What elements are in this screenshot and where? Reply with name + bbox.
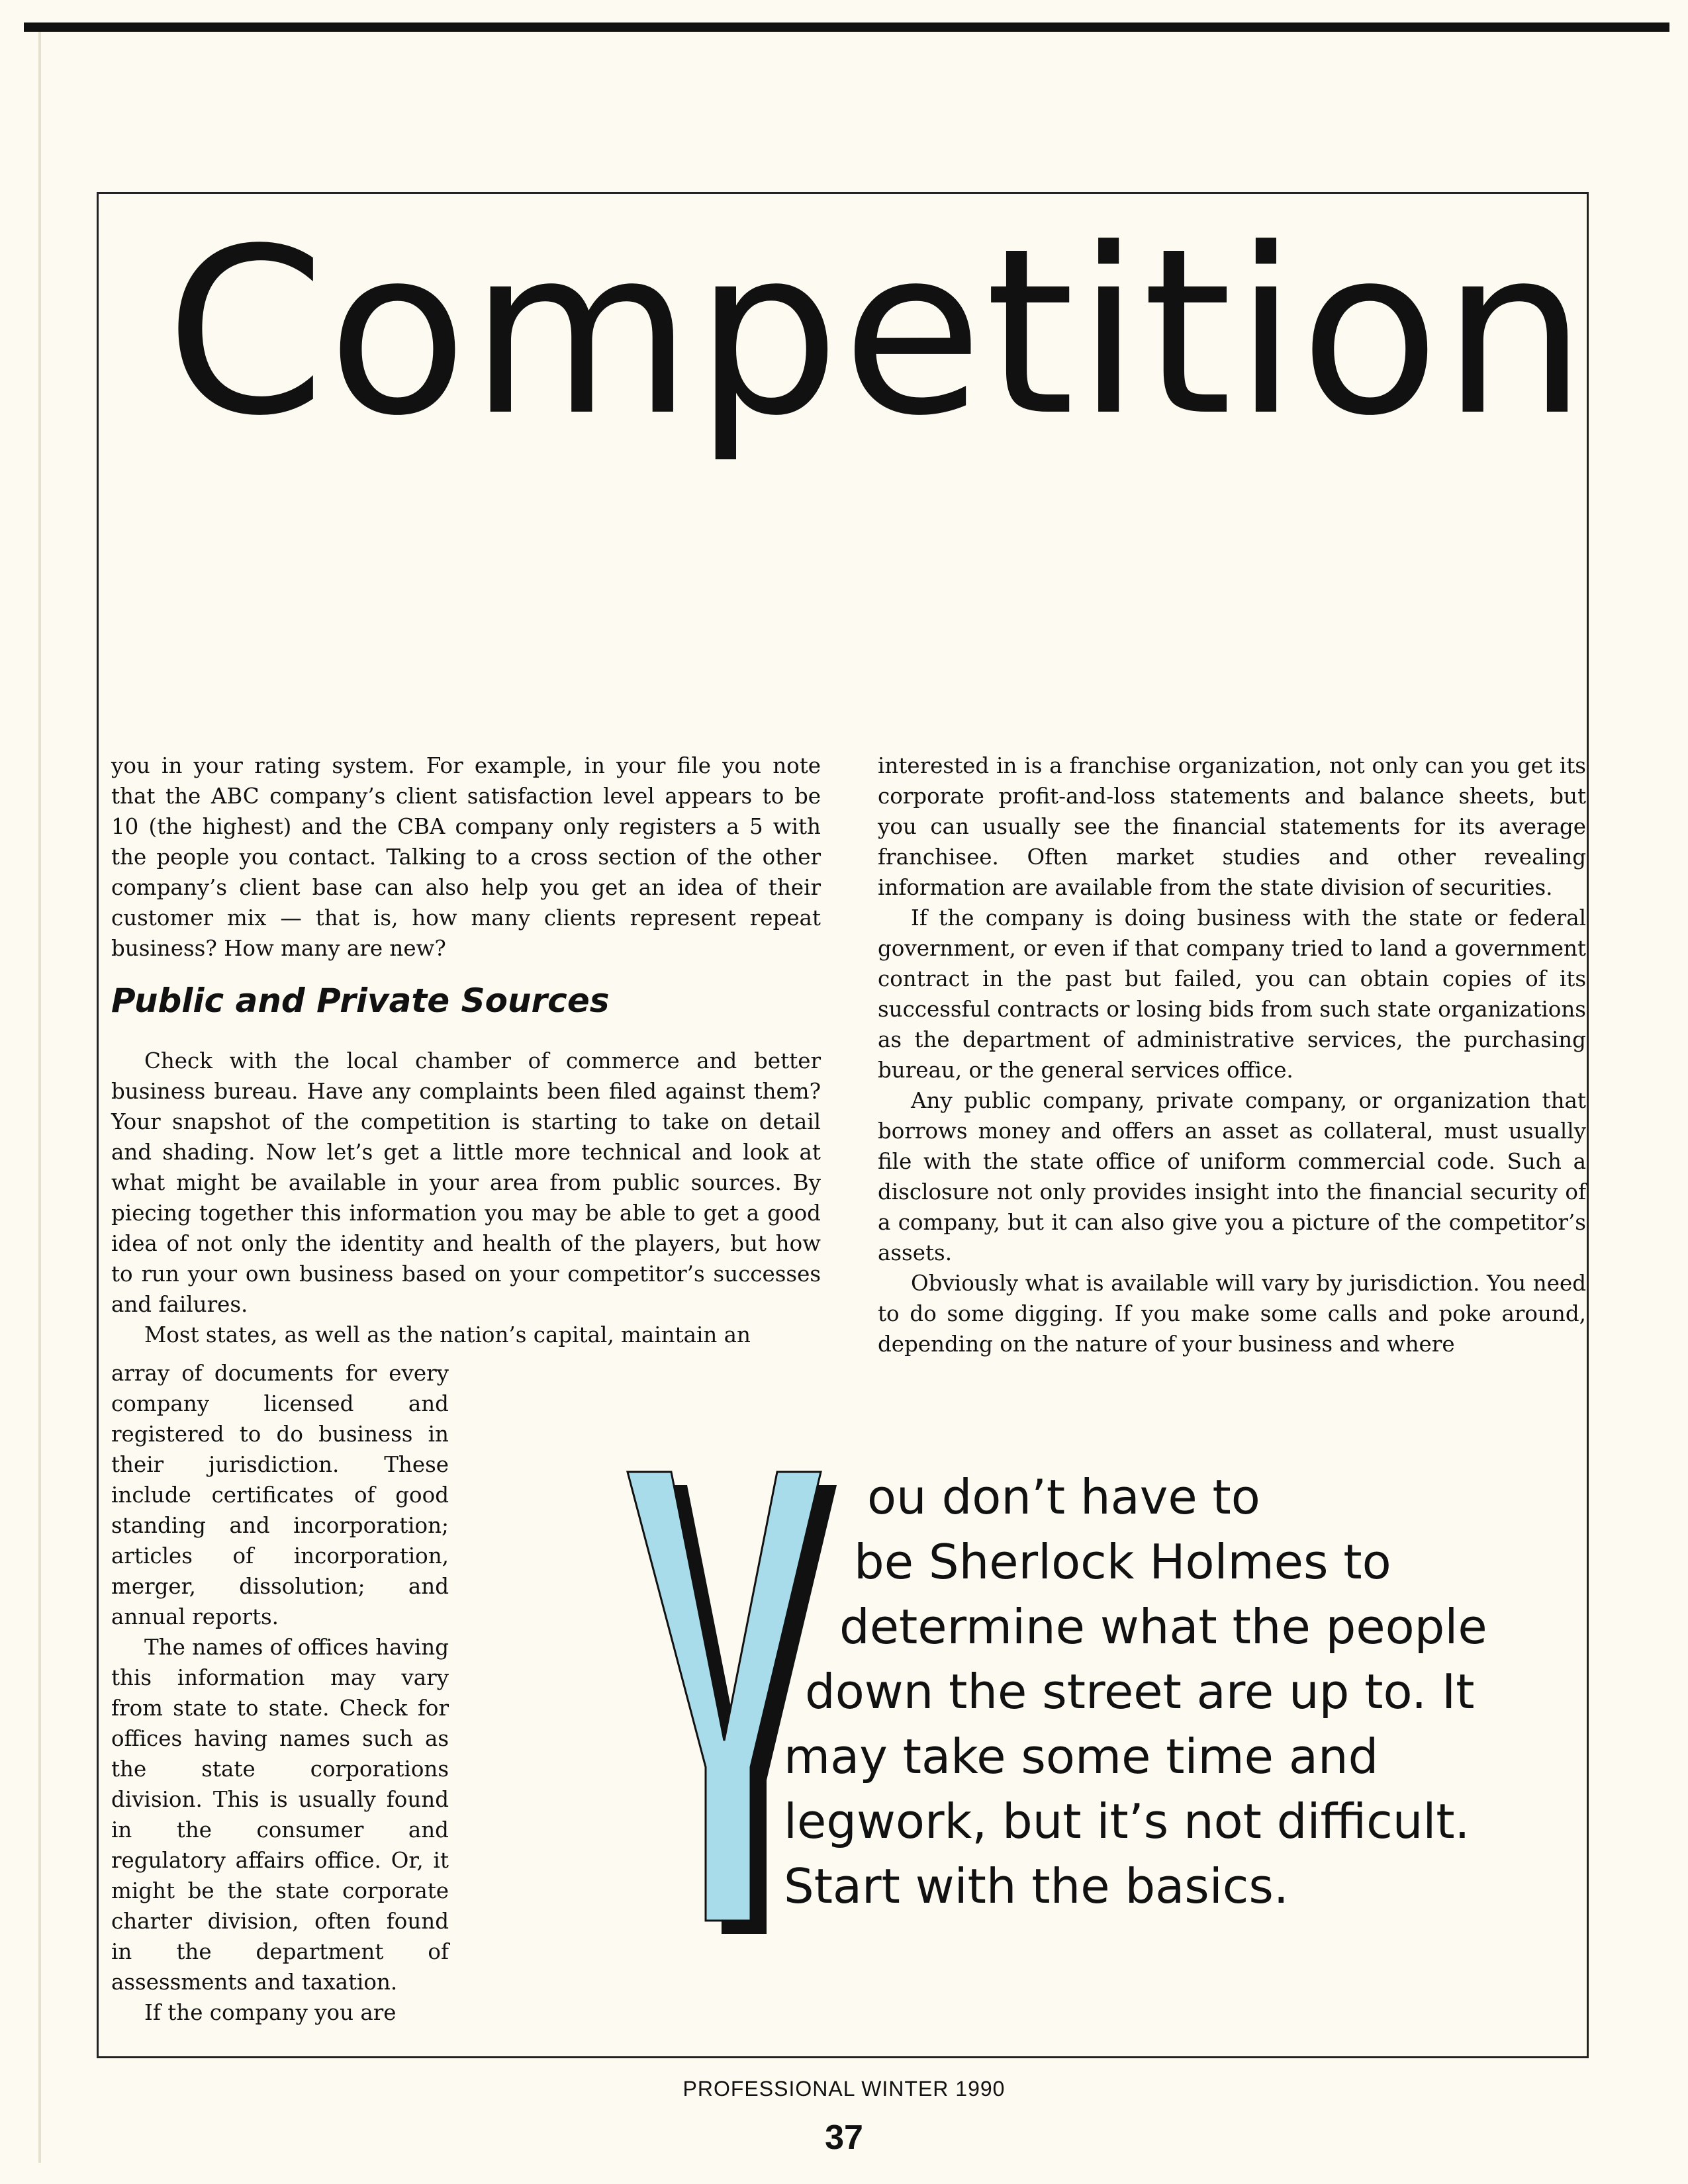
- pull-quote-line: be Sherlock Holmes to: [854, 1534, 1391, 1590]
- paragraph: interested in is a franchise organization, not only can you get its corporate profit-and-loss statements and balance sheets, but you can usually see the financial statements for its average franchisee. Often market studies and other revealing information are available from the state division of securities.: [878, 753, 1586, 900]
- pull-quote-line: legwork, but it’s not difficult.: [784, 1794, 1470, 1849]
- publication-footer: PROFESSIONAL WINTER 1990: [682, 2077, 1006, 2101]
- page-number: 37: [825, 2118, 863, 2157]
- pull-quote-line: Start with the basics.: [784, 1858, 1289, 1914]
- paragraph: If the company is doing business with the state or federal government, or even if that company tried to land a government contract in the past but failed, you can obtain copies of its successful contracts or losing bids from such state organizations as the department of administrative services, the purchasing bureau, or the general services office.: [878, 905, 1586, 1083]
- pull-quote-line: may take some time and: [784, 1729, 1379, 1784]
- paragraph: The names of offices having this information may vary from state to state. Check for offices having names such as the state corporations division. This is usually found in the consumer and regulatory affairs office. Or, it might be the state corporate charter division, often found in the department of assessments and taxation.: [111, 1635, 449, 1995]
- pull-quote-line: determine what the people: [839, 1599, 1487, 1655]
- article-title: Competition: [165, 199, 1589, 466]
- column-right: [878, 751, 1586, 1359]
- paragraph: Most states, as well as the nation’s capital, maintain an: [144, 1322, 751, 1347]
- page-edge: [38, 32, 41, 2163]
- column-left: [111, 751, 821, 1350]
- paragraph: you in your rating system. For example, in your file you note that the ABC company’s client satisfaction level appears to be 10 (the highest) and the CBA company only registers a 5 with the people you contact. Talking to a cross section of the other company’s client base can also help you get an idea of their customer mix — that is, how many clients represent repeat business? How many are new?: [111, 753, 821, 961]
- top-rule: [24, 23, 1669, 32]
- paragraph: array of documents for every company licensed and registered to do business in their jurisdiction. These include certificates of good standing and incorporation; articles of incorporation, merger, dissolution; and annual reports.: [111, 1361, 449, 1629]
- pull-quote-line: down the street are up to. It: [805, 1664, 1475, 1719]
- pull-quote-line: ou don’t have to: [867, 1469, 1260, 1525]
- paragraph: If the company you are: [144, 2000, 397, 2025]
- paragraph: Check with the local chamber of commerce and better business bureau. Have any complaints been filed against them? Your snapshot of the competition is starting to take on detail and shading. Now let’s get a little more technical and look at what might be available in your area from public sources. By piecing together this information you may be able to get a good idea of not only the identity and health of the players, but how to run your own business based on your competitor’s successes and failures.: [111, 1048, 821, 1317]
- paragraph: Obviously what is available will vary by jurisdiction. You need to do some digging. If you make some calls and poke around, depending on the nature of your business and where: [878, 1271, 1586, 1357]
- paragraph: Any public company, private company, or organization that borrows money and offers an asset as collateral, must usually file with the state office of uniform commercial code. Such a disclosure not only provides insight into the financial security of a company, but it can also give you a picture of the competitor’s assets.: [878, 1088, 1586, 1265]
- column-left-narrow: [111, 1358, 449, 2028]
- section-subheading: Public and Private Sources: [111, 981, 610, 1020]
- pull-quote: [609, 1463, 1549, 1939]
